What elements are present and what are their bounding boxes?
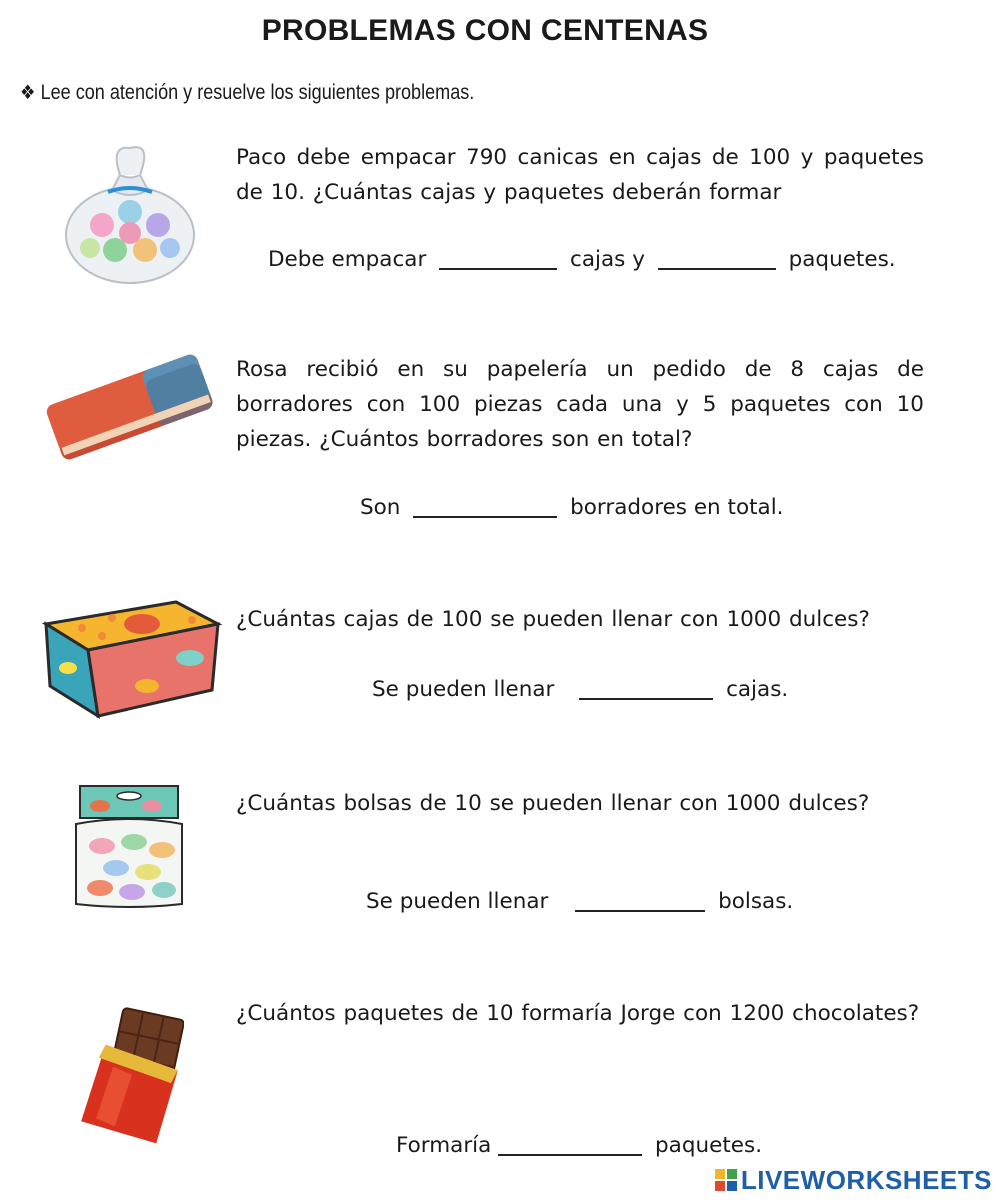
problem-4-question: ¿Cuántas bolsas de 10 se pueden llenar con 1000 dulces? bbox=[236, 791, 870, 816]
answer-prefix: Se pueden llenar bbox=[366, 889, 549, 914]
marbles-bag-icon bbox=[60, 140, 200, 285]
answer-prefix: Se pueden llenar bbox=[372, 677, 555, 702]
answer-prefix: Formaría bbox=[396, 1133, 492, 1158]
problem-5-question: ¿Cuántos paquetes de 10 formaría Jorge con 1200 chocolates? bbox=[236, 1001, 920, 1026]
instruction-text: Lee con atención y resuelve los siguientes problemas. bbox=[40, 81, 475, 104]
problem-2-question: Rosa recibió en su papelería un pedido de 8 cajas de borradores con 100 piezas cada una y 5 paquetes con 10 piezas. ¿Cuántos borradores son en total? bbox=[236, 357, 924, 452]
instruction bbox=[20, 80, 474, 105]
problem-4-answer bbox=[366, 882, 793, 914]
answer-blank[interactable] bbox=[498, 1130, 642, 1156]
answer-blank-packages[interactable] bbox=[658, 244, 776, 270]
problem-1-question: Paco debe empacar 790 canicas en cajas de 100 y paquetes de 10. ¿Cuántas cajas y paquetes deberán formar bbox=[236, 145, 924, 205]
answer-suffix: cajas. bbox=[726, 677, 789, 702]
eraser-icon bbox=[42, 350, 217, 465]
answer-blank[interactable] bbox=[575, 886, 705, 912]
answer-suffix: paquetes. bbox=[655, 1133, 763, 1158]
diamond-bullet-icon: ❖ bbox=[20, 82, 36, 104]
answer-prefix: Debe empacar bbox=[268, 247, 427, 272]
answer-middle: cajas y bbox=[570, 247, 645, 272]
answer-prefix: Son bbox=[360, 495, 401, 520]
answer-suffix: paquetes. bbox=[788, 247, 896, 272]
problem-2-answer bbox=[360, 488, 784, 520]
answer-blank[interactable] bbox=[579, 674, 713, 700]
problem-3-answer bbox=[372, 670, 788, 702]
problem-3-question: ¿Cuántas cajas de 100 se pueden llenar con 1000 dulces? bbox=[236, 607, 870, 632]
problem-5-answer bbox=[396, 1126, 762, 1158]
candy-bag-icon bbox=[72, 784, 186, 912]
liveworksheets-logo-icon bbox=[715, 1167, 737, 1198]
answer-blank[interactable] bbox=[413, 492, 557, 518]
candy-box-icon bbox=[42, 598, 222, 723]
chocolate-bar-icon bbox=[72, 1004, 184, 1144]
answer-suffix: borradores en total. bbox=[570, 495, 784, 520]
problem-1-answer bbox=[268, 240, 896, 272]
answer-suffix: bolsas. bbox=[718, 889, 794, 914]
answer-blank-boxes[interactable] bbox=[439, 244, 557, 270]
brand-name: LIVEWORKSHEETS bbox=[740, 1165, 992, 1195]
brand-watermark bbox=[715, 1165, 992, 1198]
page-title: PROBLEMAS CON CENTENAS bbox=[261, 14, 709, 47]
